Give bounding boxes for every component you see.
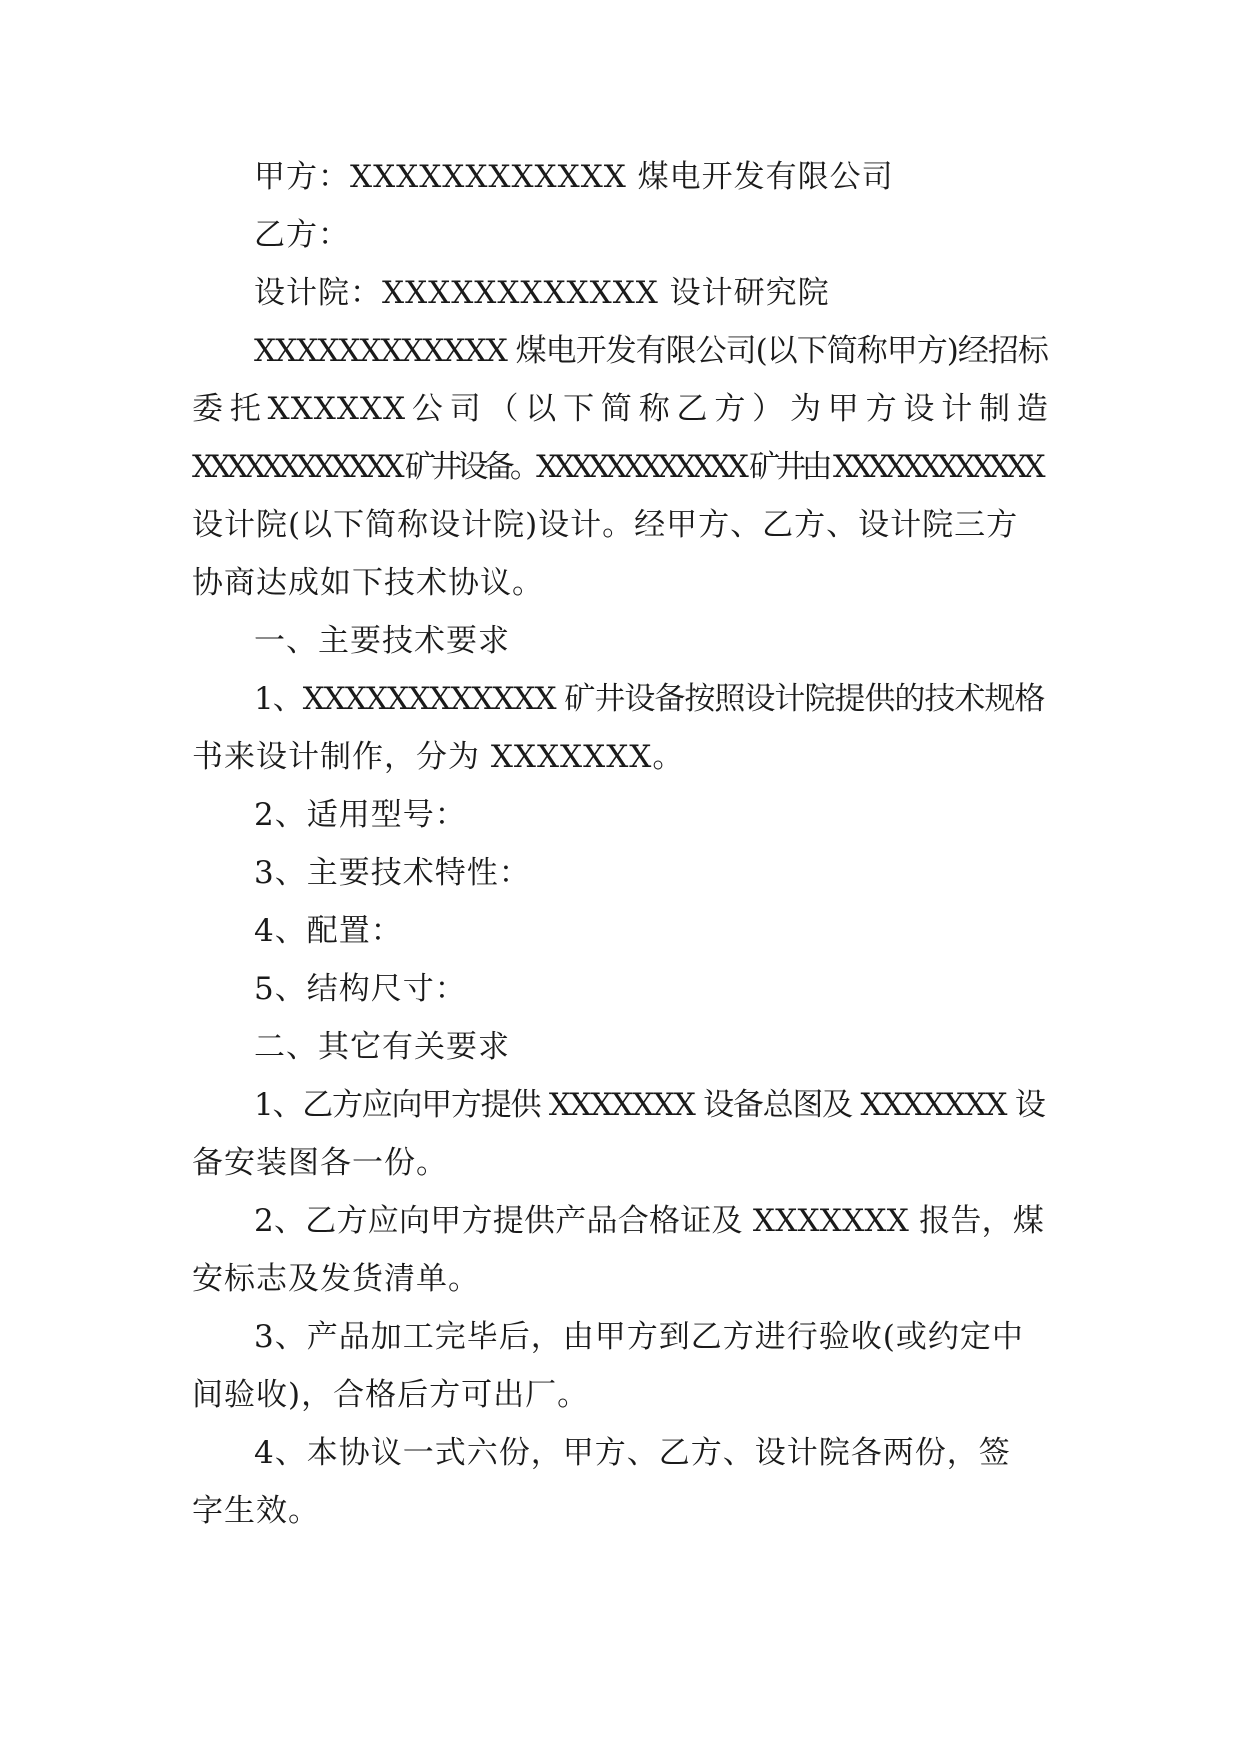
section-1-item: 5、结构尺寸： xyxy=(254,971,467,1007)
intro-word: （ xyxy=(487,391,520,427)
intro-word: 托 xyxy=(229,391,262,427)
section-2-item-continued: 备安装图各一份。 xyxy=(192,1145,448,1181)
intro-line: 协商达成如下技术协议。 xyxy=(192,565,544,601)
section-2-item-continued: 间验收)，合格后方可出厂。 xyxy=(192,1377,590,1413)
intro-word: 计 xyxy=(941,391,974,427)
document-body xyxy=(192,148,1049,1540)
section-2-item-continued: 安标志及发货清单。 xyxy=(192,1261,480,1297)
intro-line: 设计院(以下简称设计院)设计。经甲方、乙方、设计院三方 xyxy=(192,507,1019,543)
section-1-item: 4、配置： xyxy=(254,913,403,949)
intro-line: XXXXXXXXXXXX 煤电开发有限公司(以下简称甲方)经招标 xyxy=(254,333,1048,369)
intro-word: ） xyxy=(752,391,785,427)
intro-word: 制 xyxy=(979,391,1012,427)
section-1-item: 3、主要技术特性： xyxy=(254,855,531,891)
intro-line-justified xyxy=(192,380,1049,438)
section-1-item: 1、XXXXXXXXXXXX 矿井设备按照设计院提供的技术规格 xyxy=(254,681,1045,717)
intro-word: 下 xyxy=(563,391,596,427)
section-2-item-continued: 字生效。 xyxy=(192,1493,320,1529)
section-2-item: 1、乙方应向甲方提供 XXXXXXX 设备总图及 XXXXXXX 设 xyxy=(254,1087,1045,1123)
intro-line: XXXXXXXXXXXX 矿井设备。XXXXXXXXXXXX 矿井由 XXXXXXXXXXXX xyxy=(192,449,1041,485)
intro-word: 乙 xyxy=(676,391,709,427)
institute-line: 设计院：XXXXXXXXXXXX 设计研究院 xyxy=(254,275,830,311)
section-1-title: 一、主要技术要求 xyxy=(254,623,510,659)
intro-word: 委 xyxy=(192,391,224,427)
intro-word: 设 xyxy=(903,391,936,427)
intro-word: 甲 xyxy=(827,391,860,427)
intro-word: 方 xyxy=(865,391,898,427)
intro-word: 以 xyxy=(525,391,558,427)
party-a-line: 甲方：XXXXXXXXXXXX 煤电开发有限公司 xyxy=(254,159,894,195)
section-1-item: 2、适用型号： xyxy=(254,797,467,833)
intro-word: 为 xyxy=(789,391,822,427)
intro-word: 司 xyxy=(449,391,482,427)
intro-word: XXXXXX xyxy=(267,391,407,427)
party-b-line: 乙方： xyxy=(254,217,350,253)
intro-word: 造 xyxy=(1016,391,1049,427)
section-2-item: 3、产品加工完毕后，由甲方到乙方进行验收(或约定中 xyxy=(254,1319,1024,1355)
section-1-item-continued: 书来设计制作，分为 XXXXXXX。 xyxy=(192,739,685,775)
section-2-item: 2、乙方应向甲方提供产品合格证及 XXXXXXX 报告，煤 xyxy=(254,1203,1045,1239)
intro-word: 简 xyxy=(600,391,633,427)
intro-word: 公 xyxy=(411,391,444,427)
section-2-title: 二、其它有关要求 xyxy=(254,1029,510,1065)
intro-word: 称 xyxy=(638,391,671,427)
intro-word: 方 xyxy=(714,391,747,427)
section-2-item: 4、本协议一式六份，甲方、乙方、设计院各两份，签 xyxy=(254,1435,1011,1471)
